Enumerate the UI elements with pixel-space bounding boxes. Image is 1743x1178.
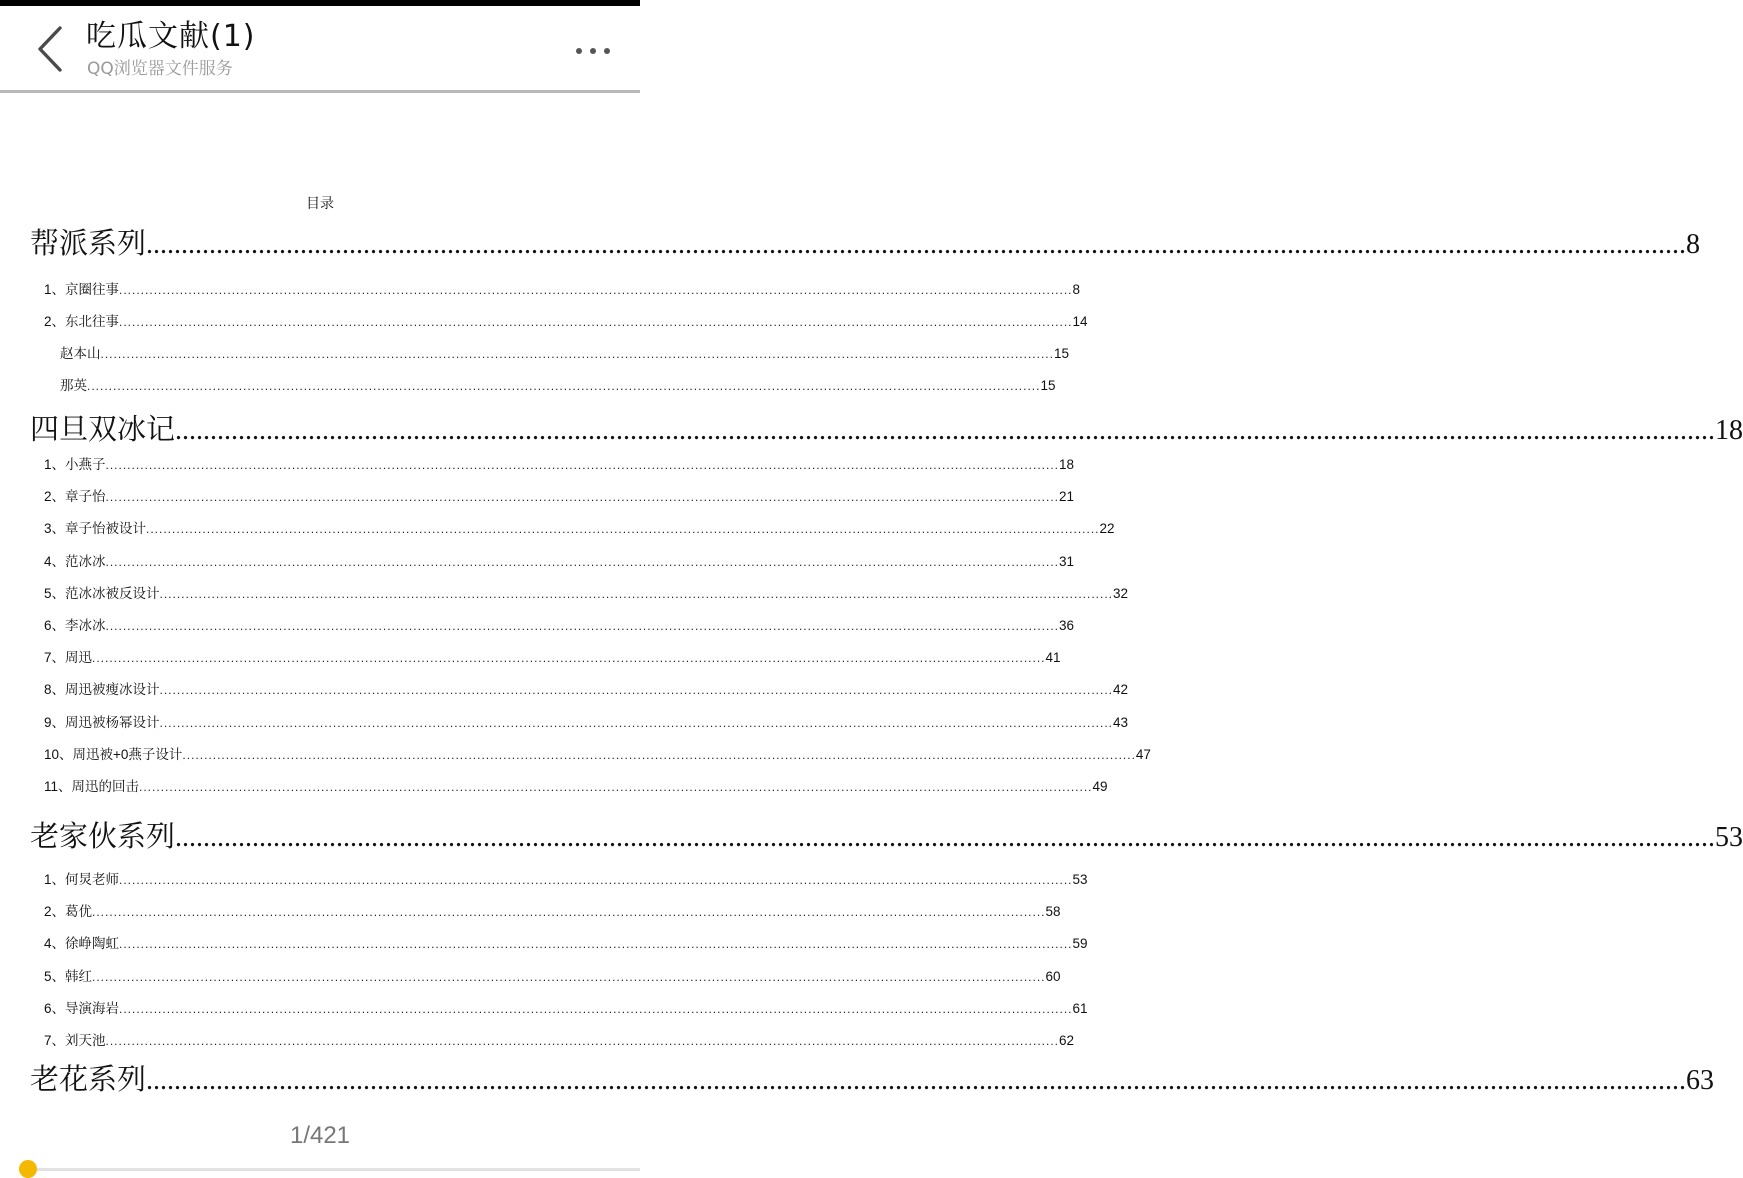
toc-item-page: 41 (1045, 650, 1061, 665)
toc-leader-dots: ............................................................................................................................................................................................................................ (119, 315, 1073, 329)
toc-item-page: 43 (1113, 715, 1129, 730)
toc-item-page: 61 (1072, 1001, 1088, 1016)
toc-item-page: 36 (1059, 618, 1075, 633)
toc-section-title: 四旦双冰记 (30, 412, 176, 446)
toc-item-row[interactable] (60, 344, 1070, 364)
toc-item-page: 32 (1113, 586, 1129, 601)
toc-item-label: 8、周迅被瘦冰设计 (44, 682, 160, 697)
toc-item-page: 49 (1092, 779, 1108, 794)
page-indicator: 1/421 (289, 1122, 351, 1149)
document-title: 吃瓜文献(1) (86, 19, 256, 54)
toc-item-row[interactable] (44, 745, 1151, 765)
toc-leader-dots: ............................................................................................................................................................................................................................ (146, 1065, 1687, 1096)
toc-item-label: 1、小燕子 (44, 457, 106, 472)
more-options-button[interactable] (570, 38, 616, 64)
toc-leader-dots: ............................................................................................................................................................................................................................ (87, 379, 1041, 393)
toc-item-page: 59 (1072, 936, 1088, 951)
toc-leader-dots: ............................................................................................................................................................................................................................ (119, 1002, 1073, 1016)
toc-item-page: 8 (1072, 282, 1081, 297)
toc-item-label: 6、导演海岩 (44, 1001, 120, 1016)
toc-item-row[interactable] (44, 487, 1075, 507)
toc-leader-dots: ............................................................................................................................................................................................................................ (92, 970, 1046, 984)
toc-section-title: 老花系列 (30, 1062, 147, 1096)
toc-item-row[interactable] (44, 1031, 1075, 1051)
toc-section-row[interactable] (30, 225, 1701, 263)
toc-leader-dots: ............................................................................................................................................................................................................................ (105, 555, 1059, 569)
progress-track[interactable] (26, 1168, 640, 1171)
toc-leader-dots: ............................................................................................................................................................................................................................ (105, 458, 1059, 472)
toc-item-row[interactable] (44, 680, 1129, 700)
toc-item-row[interactable] (44, 934, 1088, 954)
toc-item-label: 2、章子怡 (44, 489, 106, 504)
toc-item-label: 4、范冰冰 (44, 554, 106, 569)
toc-item-row[interactable] (44, 280, 1081, 300)
toc-item-row[interactable] (60, 376, 1056, 396)
toc-item-row[interactable] (44, 999, 1088, 1019)
toc-item-label: 2、葛优 (44, 904, 93, 919)
toc-leader-dots: ............................................................................................................................................................................................................................ (159, 716, 1113, 730)
toc-leader-dots: ............................................................................................................................................................................................................................ (105, 490, 1059, 504)
toc-item-label: 1、京圈往事 (44, 282, 120, 297)
toc-item-page: 62 (1059, 1033, 1075, 1048)
toc-item-row[interactable] (44, 902, 1061, 922)
toc-item-label: 那英 (60, 378, 87, 393)
toc-item-page: 42 (1113, 682, 1129, 697)
toc-leader-dots: ............................................................................................................................................................................................................................ (175, 415, 1716, 446)
toc-leader-dots: ............................................................................................................................................................................................................................ (119, 283, 1073, 297)
toc-item-label: 3、章子怡被设计 (44, 521, 147, 536)
toc-heading: 目录 (306, 196, 334, 212)
back-button[interactable] (30, 24, 74, 74)
progress-slider-thumb[interactable] (19, 1160, 37, 1178)
toc-item-row[interactable] (44, 552, 1075, 572)
toc-item-label: 9、周迅被杨幂设计 (44, 715, 160, 730)
toc-item-label: 11、周迅的回击 (44, 779, 140, 794)
toc-item-page: 15 (1040, 378, 1056, 393)
toc-item-label: 5、韩红 (44, 969, 93, 984)
toc-leader-dots: ............................................................................................................................................................................................................................ (92, 905, 1046, 919)
toc-leader-dots: ............................................................................................................................................................................................................................ (119, 873, 1073, 887)
toc-leader-dots: ............................................................................................................................................................................................................................ (92, 651, 1046, 665)
chevron-left-icon (30, 24, 74, 74)
toc-section-row[interactable] (30, 411, 1743, 449)
toc-leader-dots: ............................................................................................................................................................................................................................ (175, 822, 1716, 853)
toc-item-page: 15 (1053, 346, 1070, 361)
toc-item-row[interactable] (44, 584, 1129, 604)
document-page[interactable] (0, 93, 1743, 1175)
toc-item-row[interactable] (44, 648, 1061, 668)
toc-leader-dots: ............................................................................................................................................................................................................................ (105, 619, 1059, 633)
toc-item-row[interactable] (44, 455, 1075, 475)
toc-item-row[interactable] (44, 519, 1115, 539)
toc-item-page: 47 (1135, 747, 1151, 762)
toc-item-label: 7、周迅 (44, 650, 93, 665)
toc-item-row[interactable] (44, 616, 1075, 636)
toc-item-page: 14 (1072, 314, 1088, 329)
toc-item-label: 赵本山 (60, 346, 101, 361)
toc-leader-dots: ............................................................................................................................................................................................................................ (159, 587, 1113, 601)
toc-item-label: 2、东北往事 (44, 314, 120, 329)
toc-section-page: 8 (1686, 229, 1701, 260)
toc-item-row[interactable] (44, 713, 1129, 733)
document-subtitle: QQ浏览器文件服务 (87, 59, 233, 79)
toc-item-page: 60 (1045, 969, 1061, 984)
toc-item-row[interactable] (44, 870, 1088, 890)
toc-leader-dots: ............................................................................................................................................................................................................................ (159, 683, 1113, 697)
toc-section-title: 老家伙系列 (30, 819, 176, 853)
toc-leader-dots: ............................................................................................................................................................................................................................ (105, 1034, 1059, 1048)
toc-leader-dots: ............................................................................................................................................................................................................................ (100, 347, 1054, 361)
toc-item-row[interactable] (44, 312, 1088, 332)
toc-item-label: 6、李冰冰 (44, 618, 106, 633)
toc-item-label: 1、何炅老师 (44, 872, 120, 887)
toc-item-page: 18 (1059, 457, 1075, 472)
toc-item-label: 4、徐峥陶虹 (44, 936, 120, 951)
toc-leader-dots: ............................................................................................................................................................................................................................ (146, 522, 1100, 536)
toc-item-page: 58 (1045, 904, 1061, 919)
toc-section-page: 53 (1715, 822, 1743, 853)
toc-section-row[interactable] (30, 1061, 1715, 1099)
toc-leader-dots: ............................................................................................................................................................................................................................ (139, 780, 1093, 794)
toc-leader-dots: ............................................................................................................................................................................................................................ (182, 748, 1136, 762)
toc-item-row[interactable] (44, 777, 1108, 797)
toc-item-label: 5、范冰冰被反设计 (44, 586, 160, 601)
toc-leader-dots: ............................................................................................................................................................................................................................ (119, 937, 1073, 951)
toc-section-page: 18 (1715, 415, 1743, 446)
toc-leader-dots: ............................................................................................................................................................................................................................ (146, 229, 1687, 260)
toc-section-row[interactable] (30, 818, 1743, 856)
toc-item-label: 7、刘天池 (44, 1033, 106, 1048)
toc-item-row[interactable] (44, 967, 1061, 987)
toc-section-title: 帮派系列 (30, 226, 147, 260)
toc-item-page: 22 (1099, 521, 1115, 536)
app-header (0, 6, 640, 90)
toc-section-page: 63 (1686, 1065, 1715, 1096)
toc-item-page: 31 (1059, 554, 1075, 569)
toc-item-label: 10、周迅被+0燕子设计 (44, 747, 183, 762)
toc-item-page: 53 (1072, 872, 1088, 887)
toc-item-page: 21 (1059, 489, 1075, 504)
